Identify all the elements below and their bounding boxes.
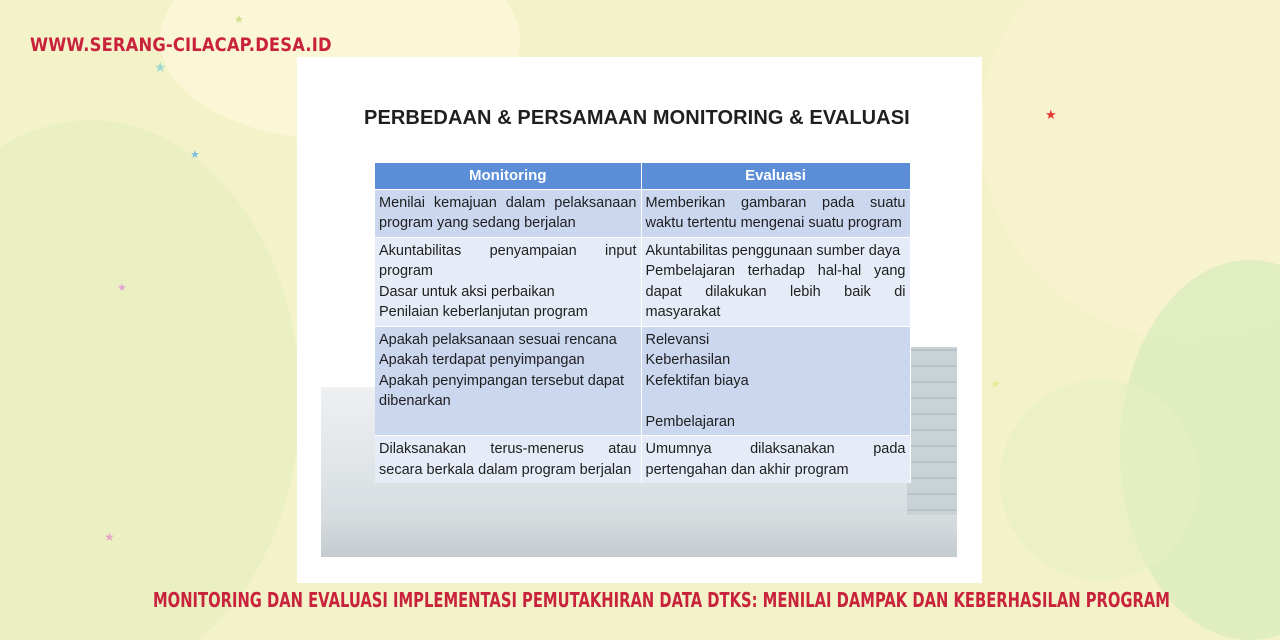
cell-line: Dasar untuk aksi perbaikan — [379, 283, 555, 300]
cell-line: Menilai kemajuan dalam pelaksanaan program yang sedang berjalan — [379, 194, 637, 231]
cell-line: Apakah penyimpangan tersebut dapat dibenarkan — [379, 372, 625, 409]
star-decoration-icon: ★ — [117, 282, 127, 294]
cell-line: Penilaian keberlanjutan program — [379, 304, 588, 320]
cell-line: Pembelajaran terhadap hal-hal yang dapat dilakukan lebih baik di masyarakat — [645, 263, 906, 320]
table-header-evaluasi: Evaluasi — [641, 163, 910, 189]
table-cell-monitoring — [375, 189, 641, 237]
cell-line: Apakah terdapat penyimpangan — [379, 352, 585, 368]
cell-line: Umumnya dilaksanakan pada pertengahan dan akhir program — [645, 441, 906, 478]
cell-line: Akuntabilitas penggunaan sumber daya — [645, 242, 901, 259]
star-decoration-icon: ★ — [190, 149, 200, 161]
cell-spacer — [646, 391, 906, 412]
table-cell-evaluasi — [641, 189, 910, 237]
star-decoration-icon: ★ — [154, 59, 167, 75]
background-shape — [1000, 380, 1200, 580]
star-decoration-icon: ★ — [1045, 107, 1057, 122]
cell-line: Keberhasilan — [645, 352, 731, 368]
comparison-table — [375, 163, 911, 483]
star-decoration-icon: ★ — [234, 14, 244, 26]
cell-line: Dilaksanakan terus-menerus atau secara berkala dalam program berjalan — [379, 441, 637, 478]
table-row — [375, 326, 910, 436]
table-cell-monitoring — [375, 326, 641, 436]
table-header-row — [375, 163, 910, 189]
cell-line: Akuntabilitas penyampaian input program — [379, 242, 637, 279]
table-cell-evaluasi — [641, 326, 910, 436]
table-row — [375, 436, 910, 484]
page-caption: MONITORING DAN EVALUASI IMPLEMENTASI PEMUTAKHIRAN DATA DTKS: MENILAI DAMPAK DAN KEBERHASILAN PROGRAM — [153, 588, 1170, 612]
background-ground — [321, 515, 957, 557]
table-row — [375, 237, 910, 326]
cell-line: Apakah pelaksanaan sesuai rencana — [379, 331, 617, 348]
table-cell-evaluasi — [641, 237, 910, 326]
cell-line: Kefektifan biaya — [645, 372, 749, 389]
table-row — [375, 189, 910, 237]
table-cell-monitoring — [375, 436, 641, 484]
table-cell-evaluasi — [641, 436, 910, 484]
cell-line: Pembelajaran — [645, 413, 735, 430]
star-decoration-icon: ★ — [104, 530, 115, 544]
table-cell-monitoring — [375, 237, 641, 326]
site-url[interactable]: WWW.SERANG-CILACAP.DESA.ID — [30, 34, 332, 56]
cell-line: Relevansi — [645, 331, 710, 348]
star-decoration-icon: ★ — [990, 377, 1001, 391]
content-image-card — [297, 57, 982, 583]
card-title: PERBEDAAN & PERSAMAAN MONITORING & EVALUASI — [364, 107, 910, 129]
background-shape — [0, 120, 300, 640]
table-header-monitoring: Monitoring — [375, 163, 641, 189]
cell-line: Memberikan gambaran pada suatu waktu tertentu mengenai suatu program — [645, 194, 906, 231]
